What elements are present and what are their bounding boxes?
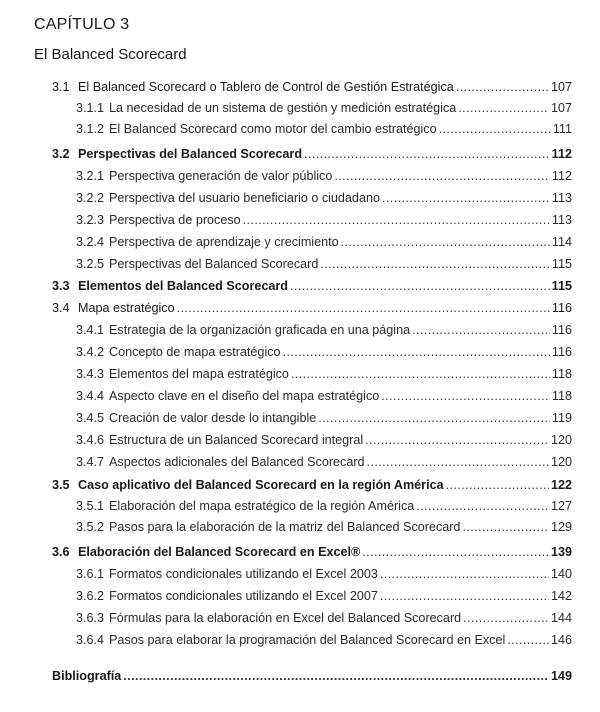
toc-entry[interactable]	[76, 589, 572, 607]
toc-entry-page: 129	[550, 520, 572, 534]
toc-entry-title: Formatos condicionales utilizando el Excel 2003	[109, 567, 378, 581]
toc-entry-title: Pasos para elaborar la programación del Balanced Scorecard en Excel	[109, 633, 506, 647]
toc-leader-dots	[334, 169, 550, 183]
toc-entry-title: Mapa estratégico	[78, 301, 175, 315]
toc-entry-number: 3.4.7	[76, 455, 105, 469]
toc-entry-page: 107	[550, 101, 572, 115]
toc-entry[interactable]	[76, 567, 572, 585]
toc-entry-page: 140	[550, 567, 572, 581]
toc-leader-dots	[439, 122, 550, 136]
toc-entry-number: 3.4.5	[76, 411, 105, 425]
toc-entry[interactable]	[76, 323, 572, 341]
toc-entry[interactable]	[52, 545, 572, 563]
toc-entry-title: Formatos condicionales utilizando el Excel 2007	[109, 589, 378, 603]
toc-leader-dots	[362, 545, 549, 559]
toc-leader-dots	[458, 101, 549, 115]
toc-entry[interactable]	[76, 499, 572, 517]
toc-entry-page: 113	[551, 213, 572, 227]
toc-entry[interactable]	[52, 80, 572, 98]
toc-leader-dots	[291, 367, 550, 381]
toc-entry-title: Aspectos adicionales del Balanced Scorecard	[109, 455, 365, 469]
toc-entry-page: 115	[551, 279, 572, 293]
toc-entry[interactable]	[76, 455, 572, 473]
toc-leader-dots	[365, 433, 549, 447]
toc-entry-number: 3.6	[52, 545, 70, 559]
toc-entry[interactable]	[76, 235, 572, 253]
toc-entry[interactable]	[76, 389, 572, 407]
toc-entry-title: Creación de valor desde lo intangible	[109, 411, 317, 425]
toc-entry-title: Perspectiva de aprendizaje y crecimiento	[109, 235, 339, 249]
toc-entry-page: 146	[550, 633, 572, 647]
toc-entry-page: 144	[550, 611, 572, 625]
toc-leader-dots	[367, 455, 549, 469]
toc-entry-title: Fórmulas para la elaboración en Excel del Balanced Scorecard	[109, 611, 462, 625]
toc-entry-number: 3.6.1	[76, 567, 105, 581]
toc-entry-title: Bibliografía	[52, 669, 122, 683]
toc-entry[interactable]	[76, 122, 572, 140]
toc-leader-dots	[382, 191, 550, 205]
toc-leader-dots	[412, 323, 550, 337]
toc-entry[interactable]	[76, 257, 572, 275]
toc-entry-number: 3.5.1	[76, 499, 105, 513]
toc-entry-number: 3.4.6	[76, 433, 105, 447]
toc-leader-dots	[463, 611, 549, 625]
toc-entry-title: Aspecto clave en el diseño del mapa estratégico	[109, 389, 380, 403]
toc-entry-page: 118	[551, 389, 572, 403]
toc-entry[interactable]	[76, 520, 572, 538]
toc-entry-number: 3.1	[52, 80, 70, 94]
toc-entry-title: Caso aplicativo del Balanced Scorecard en la región América	[78, 478, 444, 492]
toc-leader-dots	[283, 345, 550, 359]
toc-entry-page: 120	[550, 455, 572, 469]
chapter-label: CAPÍTULO 3	[34, 16, 130, 33]
toc-leader-dots	[380, 567, 549, 581]
toc-entry-number: 3.4.4	[76, 389, 105, 403]
toc-entry-title: Concepto de mapa estratégico	[109, 345, 281, 359]
toc-entry-number: 3.4.3	[76, 367, 105, 381]
toc-entry-title: Perspectivas del Balanced Scorecard	[78, 147, 303, 161]
toc-entry-title: El Balanced Scorecard como motor del cambio estratégico	[109, 122, 437, 136]
toc-entry-page: 149	[550, 669, 572, 683]
toc-entry-page: 139	[550, 545, 572, 559]
toc-entry-title: Perspectiva generación de valor público	[109, 169, 333, 183]
toc-entry[interactable]	[76, 213, 572, 231]
toc-entry-page: 119	[551, 411, 572, 425]
toc-entry[interactable]	[52, 279, 572, 297]
toc-leader-dots	[462, 520, 549, 534]
toc-entry-page: 116	[551, 323, 572, 337]
toc-entry-page: 118	[551, 367, 572, 381]
toc-entry-number: 3.5.2	[76, 520, 105, 534]
toc-leader-dots	[243, 213, 550, 227]
toc-entry-number: 3.2.4	[76, 235, 105, 249]
toc-entry-number: 3.6.2	[76, 589, 105, 603]
toc-leader-dots	[318, 411, 550, 425]
toc-entry-number: 3.4	[52, 301, 70, 315]
toc-entry-page: 115	[551, 257, 572, 271]
toc-leader-dots	[380, 589, 549, 603]
toc-entry-page: 122	[550, 478, 572, 492]
toc-entry-page: 142	[550, 589, 572, 603]
toc-entry-page: 113	[551, 191, 572, 205]
toc-entry-title: El Balanced Scorecard o Tablero de Control de Gestión Estratégica	[78, 80, 454, 94]
toc-entry-page: 112	[551, 169, 572, 183]
toc-leader-dots	[304, 147, 550, 161]
toc-entry[interactable]	[76, 611, 572, 629]
toc-leader-dots	[456, 80, 549, 94]
toc-entry[interactable]	[76, 633, 572, 651]
toc-entry-number: 3.6.4	[76, 633, 105, 647]
chapter-title: El Balanced Scorecard	[34, 46, 187, 63]
toc-entry-title: Elementos del mapa estratégico	[109, 367, 289, 381]
toc-entry-title: Estructura de un Balanced Scorecard integral	[109, 433, 364, 447]
toc-entry[interactable]	[76, 411, 572, 429]
toc-entry-page: 114	[551, 235, 572, 249]
toc-entry[interactable]	[76, 101, 572, 119]
toc-entry[interactable]	[52, 301, 572, 319]
toc-entry-page: 116	[551, 345, 572, 359]
toc-leader-dots	[290, 279, 550, 293]
toc-entry-number: 3.4.1	[76, 323, 105, 337]
toc-entry-title: Perspectivas del Balanced Scorecard	[109, 257, 319, 271]
toc-entry-page: 116	[551, 301, 572, 315]
toc-entry[interactable]	[76, 169, 572, 187]
toc-entry-number: 3.1.1	[76, 101, 105, 115]
toc-entry-number: 3.3	[52, 279, 70, 293]
toc-entry[interactable]	[76, 367, 572, 385]
toc-leader-dots	[507, 633, 549, 647]
toc-entry-number: 3.5	[52, 478, 70, 492]
toc-entry[interactable]	[76, 433, 572, 451]
toc-leader-dots	[320, 257, 550, 271]
toc-entry-page: 107	[550, 80, 572, 94]
toc-entry-number: 3.2.1	[76, 169, 105, 183]
toc-entry-number: 3.2.2	[76, 191, 105, 205]
toc-leader-dots	[177, 301, 550, 315]
toc-leader-dots	[381, 389, 550, 403]
toc-entry-title: Elaboración del mapa estratégico de la región América	[109, 499, 415, 513]
toc-entry-title: La necesidad de un sistema de gestión y medición estratégica	[109, 101, 457, 115]
toc-entry-title: Elaboración del Balanced Scorecard en Excel®	[78, 545, 361, 559]
toc-entry-title: Perspectiva de proceso	[109, 213, 241, 227]
toc-leader-dots	[416, 499, 549, 513]
toc-entry-number: 3.2.3	[76, 213, 105, 227]
toc-entry-number: 3.2	[52, 147, 70, 161]
toc-entry-page: 127	[550, 499, 572, 513]
toc-entry-title: Elementos del Balanced Scorecard	[78, 279, 288, 293]
toc-entry-title: Perspectiva del usuario beneficiario o ciudadano	[109, 191, 380, 205]
toc-entry-number: 3.4.2	[76, 345, 105, 359]
toc-entry-title: Pasos para la elaboración de la matriz del Balanced Scorecard	[109, 520, 461, 534]
toc-entry[interactable]	[76, 345, 572, 363]
toc-entry-number: 3.6.3	[76, 611, 105, 625]
toc-leader-dots	[446, 478, 549, 492]
toc-entry-page: 120	[550, 433, 572, 447]
toc-leader-dots	[341, 235, 550, 249]
toc-entry[interactable]	[52, 147, 572, 165]
toc-entry[interactable]	[76, 191, 572, 209]
toc-entry-title: Estrategia de la organización graficada en una página	[109, 323, 411, 337]
toc-entry-number: 3.1.2	[76, 122, 105, 136]
toc-entry-page: 111	[552, 122, 572, 136]
toc-entry-bibliography[interactable]	[52, 669, 572, 687]
toc-entry[interactable]	[52, 478, 572, 496]
toc-entry-number: 3.2.5	[76, 257, 105, 271]
toc-entry-page: 112	[551, 147, 572, 161]
toc-leader-dots	[123, 669, 549, 683]
